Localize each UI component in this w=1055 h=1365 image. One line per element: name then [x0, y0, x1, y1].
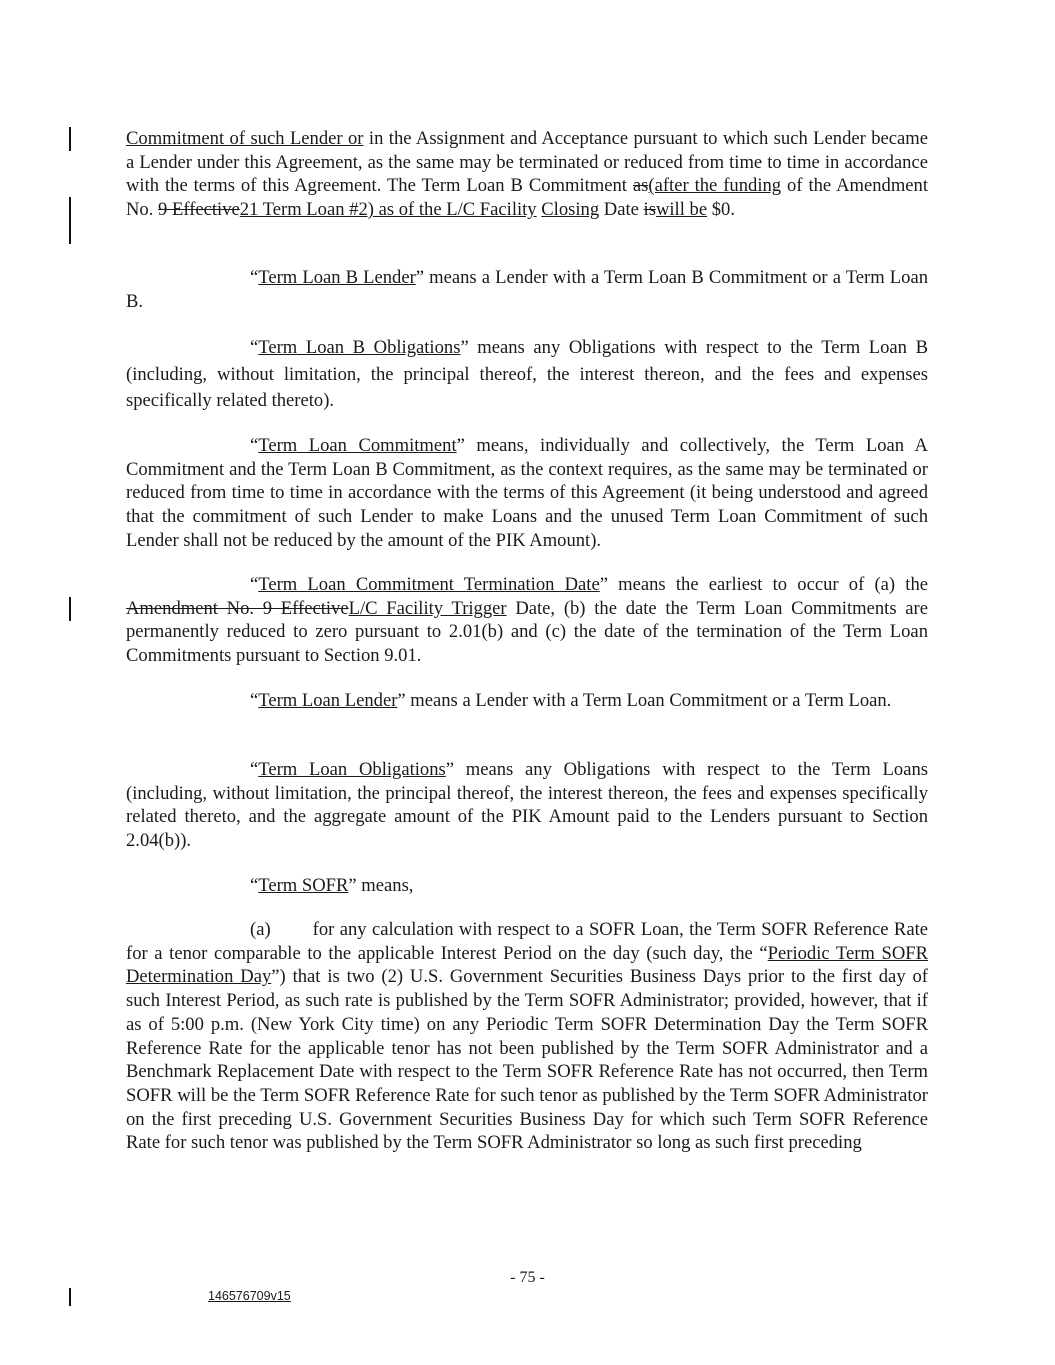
definition-text: Date, (b) the date the Term Loan Commitments are permanently reduced to zero pursuant to 2.01(b) and (c) the date of the termination of the Term Loan Commitments pursuant to Section 9.01. — [126, 597, 928, 667]
definition-term-loan-commitment-termination-date — [126, 573, 928, 668]
deleted-text: is — [643, 199, 656, 221]
inserted-text: Commitment of such Lender or — [126, 128, 364, 149]
change-bar — [69, 1288, 71, 1306]
page-number: - 75 - — [510, 1269, 545, 1286]
definition-text: ” means, — [348, 875, 414, 896]
deleted-text: Amendment No. 9 Effective — [126, 597, 349, 619]
quote-mark: “ — [250, 337, 259, 358]
defined-term: Term Loan B Lender — [258, 267, 416, 288]
inserted-text: will be — [655, 199, 708, 221]
defined-term: Term SOFR — [258, 875, 349, 896]
definition-term-loan-b-lender — [126, 266, 928, 313]
change-bar — [69, 597, 71, 621]
quote-mark: “ — [250, 759, 259, 780]
quote-mark: “ — [250, 435, 259, 456]
change-bar — [69, 127, 71, 151]
definition-text: ” means any Obligations with respect to the Term Loans (including, without limitation, the principal thereof, the interest thereon, the fees and expenses specifically related thereto, and the aggregate amount of the PIK Amount paid to the Lenders pursuant to Section 2.04(b)). — [126, 759, 928, 852]
defined-term: Term Loan Commitment Termination Date — [258, 574, 600, 595]
definition-text: ” means the earliest to occur of (a) the — [599, 574, 928, 595]
clause-label: (a) — [250, 919, 271, 940]
quote-mark: “ — [250, 574, 259, 595]
quote-mark: “ — [250, 875, 259, 896]
deleted-text: 9 Effective — [158, 199, 240, 221]
defined-term: Periodic Term SOFR Determination Day — [126, 942, 928, 988]
quote-mark: “ — [250, 690, 259, 711]
deleted-text: as — [632, 175, 649, 197]
clause-a — [126, 918, 928, 1155]
definition-continuation — [126, 127, 928, 222]
defined-term: Term Loan Lender — [258, 690, 398, 711]
definition-text: ” means, individually and collectively, the Term Loan A Commitment and the Term Loan B Commitment, as the context requires, as the same may be terminated or reduced from time to time in accordance with the terms of this Agreement (it being understood and agreed that the commitment of such Lender to make Loans and the unused Term Loan Commitment of such Lender shall not be reduced by the amount of the PIK Amount). — [126, 435, 928, 551]
defined-term: Term Loan Obligations — [258, 759, 446, 780]
definition-term-loan-commitment — [126, 434, 928, 553]
clause-text: ”) that is two (2) U.S. Government Securities Business Days prior to the first day of such Interest Period, as such rate is published by the Term SOFR Administrator; provided, however, that if as of 5:00 p.m. (New York City time) on any Periodic Term SOFR Determination Day the Term SOFR Reference Rate for the applicable tenor has not been published by the Term SOFR Administrator and a Benchmark Replacement Date with respect to the Term SOFR Reference Rate has not occurred, then Term SOFR will be the Term SOFR Reference Rate for such tenor as published by the Term SOFR Administrator on the first preceding U.S. Government Securities Business Day for which such Term SOFR Reference Rate for such tenor was published by the Term SOFR Administrator so long as such first preceding — [126, 966, 928, 1154]
definition-term-sofr — [126, 874, 928, 898]
definition-text: ” means a Lender with a Term Loan Commitment or a Term Loan. — [397, 690, 892, 711]
inserted-text: L/C Facility Trigger — [348, 597, 507, 619]
document-id: 146576709v15 — [208, 1289, 291, 1303]
definition-text: ” means a Lender with a Term Loan B Commitment or a Term Loan B. — [126, 267, 929, 312]
quote-mark: “ — [250, 267, 259, 288]
defined-term: Term Loan Commitment — [258, 435, 457, 456]
inserted-text: Closing — [541, 199, 600, 221]
body-text: $0. — [707, 199, 735, 221]
change-bar — [69, 197, 71, 244]
body-text: in the Assignment and Acceptance pursuant to which such Lender became a Lender under this Agreement, as the same may be terminated or reduced from time to time in accordance with the terms of this Agreement. The Term Loan B Commitment — [126, 128, 928, 197]
body-text: of the Amendment No. — [126, 175, 928, 221]
definition-term-loan-lender — [126, 689, 928, 713]
clause-text: for any calculation with respect to a SOFR Loan, the Term SOFR Reference Rate for a tenor comparable to the applicable Interest Period on the day (such day, the “ — [126, 919, 928, 964]
definition-text: ” means any Obligations with respect to the Term Loan B (including, without limitation, the principal thereof, the interest thereon, and the fees and expenses specifically related thereto). — [126, 337, 928, 411]
body-text: Date — [599, 199, 644, 221]
definition-term-loan-b-obligations — [126, 335, 928, 415]
defined-term: Term Loan B Obligations — [258, 337, 461, 358]
definition-term-loan-obligations — [126, 758, 928, 853]
inserted-text: 21 Term Loan #2) as of the L/C Facility — [239, 199, 537, 221]
inserted-text: (after the funding — [648, 175, 782, 197]
